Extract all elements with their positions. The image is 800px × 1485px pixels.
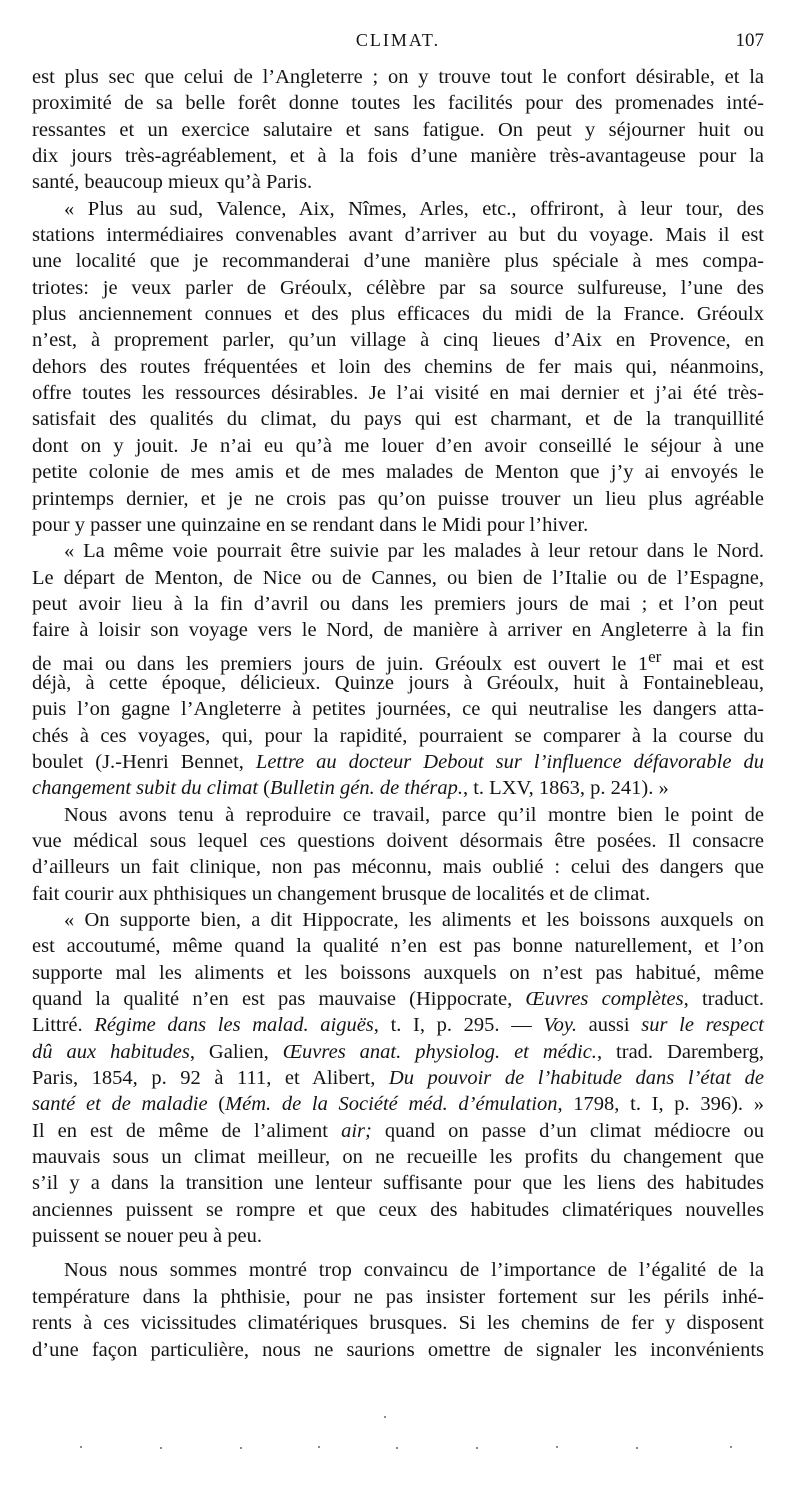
text-line: Le départ de Menton, de Nice ou de Cannes, ou bien de l’Italie ou de l’Espagne, (32, 566, 764, 589)
speck (384, 1416, 386, 1418)
text-line: stations intermédiaires convenables avant d’arriver au but du voyage. Mais il est (32, 224, 764, 247)
speck (476, 1447, 478, 1449)
text-line: n’est, à proprement parler, qu’un village à cinq lieues d’Aix en Provence, en (32, 329, 764, 352)
text-line: pour y passer une quinzaine en se rendant dans le Midi pour l’hiver. (32, 513, 589, 536)
text-line: est plus sec que celui de l’Angleterre ; on y trouve tout le confort désirable, et la (32, 66, 764, 88)
speck (556, 1446, 558, 1448)
text-line: d’ailleurs un fait clinique, non pas méconnu, mais oublié : celui des dangers que (32, 856, 764, 879)
text-line: « La même voie pourrait être suivie par les malades à leur retour dans le Nord. (64, 540, 764, 563)
text-line: « On supporte bien, a dit Hippocrate, les aliments et les boissons auxquels on (64, 909, 764, 931)
text-line: ressantes et un exercice salutaire et sans fatigue. On peut y séjourner huit ou (32, 118, 764, 141)
text-line: triotes: je veux parler de Gréoulx, célèbre par sa source sulfureuse, l’une des (32, 276, 764, 299)
text-line: dehors des routes fréquentées et loin des chemins de fer mais qui, néanmoins, (32, 355, 764, 378)
text-line: santé, beaucoup mieux qu’à Paris. (32, 171, 313, 194)
text-line: satisfait des qualités du climat, du pays qui est charmant, et de la tranquillité (32, 408, 764, 431)
speck (396, 1447, 398, 1449)
text-line: quand la qualité n’en est pas mauvaise (Hippocrate, Œuvres complètes, traduct. (32, 988, 764, 1011)
text-line: une localité que je recommanderai d’une manière plus spéciale à mes compa- (32, 250, 764, 273)
text-line: petite colonie de mes amis et de mes malades de Menton que j’y ai envoyés le (32, 461, 764, 484)
text-line: Paris, 1854, p. 92 à 111, et Alibert, Du pouvoir de l’habitude dans l’état de (32, 1067, 765, 1090)
text-line: puis l’on gagne l’Angleterre à petites journées, ce qui neutralise les dangers atta- (32, 698, 764, 721)
text-line: fait courir aux phthisiques un changement brusque de localités et de climat. (32, 882, 651, 905)
running-header (32, 30, 764, 58)
text-line: Nous avons tenu à reproduire ce travail, parce qu’il montre bien le point de (64, 803, 764, 826)
text-line: d’une façon particulière, nous ne saurions omettre de signaler les inconvénients (32, 1338, 764, 1361)
text-line: s’il y a dans la transition une lenteur suffisante pour que les liens des habitudes (32, 1172, 764, 1195)
text-line: changement subit du climat (Bulletin gén. de thérap., t. LXV, 1863, p. 241). » (32, 777, 669, 800)
text-line: santé et de maladie (Mém. de la Société méd. d’émulation, 1798, t. I, p. 396). » (32, 1093, 764, 1116)
speck (318, 1446, 320, 1448)
text-line: supporte mal les aliments et les boissons auxquels on n’est pas habitué, même (32, 961, 764, 984)
text-line: Nous nous sommes montré trop convaincu de l’importance de l’égalité de la (64, 1259, 764, 1282)
text-line: printemps dernier, et je ne crois pas qu’on puisse trouver un lieu plus agréable (32, 487, 764, 510)
speck (240, 1447, 242, 1449)
page-number: 107 (735, 30, 764, 51)
text-line: rents à ces vicissitudes climatériques brusques. Si les chemins de fer y disposent (32, 1312, 764, 1335)
text-line: « Plus au sud, Valence, Aix, Nîmes, Arles, etc., offriront, à leur tour, des (64, 197, 764, 220)
text-line: proximité de sa belle forêt donne toutes les facilités pour des promenades inté- (32, 92, 764, 115)
text-line: est accoutumé, même quand la qualité n’en est pas bonne naturellement, et l’on (32, 935, 764, 958)
text-line: vue médical sous lequel ces questions doivent désormais être posées. Il consacre (32, 829, 764, 852)
text-line: anciennes puissent se rompre et que ceux des habitudes climatériques nouvelles (32, 1198, 764, 1221)
speck (80, 1446, 82, 1448)
running-title: CLIMAT. (355, 30, 441, 50)
text-line: offre toutes les ressources désirables. Je l’ai visité en mai dernier et j’ai été très- (32, 382, 764, 405)
text-line: dû aux habitudes, Galien, Œuvres anat. physiolog. et médic., trad. Daremberg, (32, 1040, 764, 1063)
text-line: déjà, à cette époque, délicieux. Quinze jours à Gréoulx, huit à Fontainebleau, (32, 671, 764, 694)
text-line: mauvais sous un climat meilleur, on ne recueille les profits du changement que (32, 1146, 764, 1169)
text-line: faire à loisir son voyage vers le Nord, de manière à arriver en Angleterre à la fin (32, 619, 764, 642)
text-line: dix jours très-agréablement, et à la fois d’une manière très-avantageuse pour la (32, 145, 764, 168)
body-text (32, 64, 764, 1363)
speck (160, 1447, 162, 1449)
text-line: de mai ou dans les premiers jours de juin. Gréoulx est ouvert le 1er mai et est (32, 646, 764, 675)
text-line: dont on y jouit. Je n’ai eu qu’à me louer d’en avoir conseillé le séjour à une (32, 434, 764, 457)
text-line: plus anciennement connues et des plus efficaces du midi de la France. Gréoulx (32, 303, 764, 326)
speck (730, 1446, 732, 1448)
text-line: température dans la phthisie, pour ne pas insister fortement sur les périls inhé- (32, 1285, 764, 1308)
text-line: boulet (J.-Henri Bennet, Lettre au docteur Debout sur l’influence défavorable du (32, 750, 764, 773)
text-line: Littré. Régime dans les malad. aiguës, t. I, p. 295. — Voy. aussi sur le respect (32, 1014, 765, 1037)
speck (636, 1447, 638, 1449)
page-specks (70, 1410, 770, 1450)
text-line: peut avoir lieu à la fin d’avril ou dans les premiers jours de mai ; et l’on peut (32, 592, 764, 615)
text-line: chés à ces voyages, qui, pour la rapidité, pourraient se comparer à la course du (32, 724, 764, 747)
text-line: puissent se nouer peu à peu. (32, 1225, 262, 1248)
text-line: Il en est de même de l’aliment air; quand on passe d’un climat médiocre ou (32, 1119, 765, 1142)
